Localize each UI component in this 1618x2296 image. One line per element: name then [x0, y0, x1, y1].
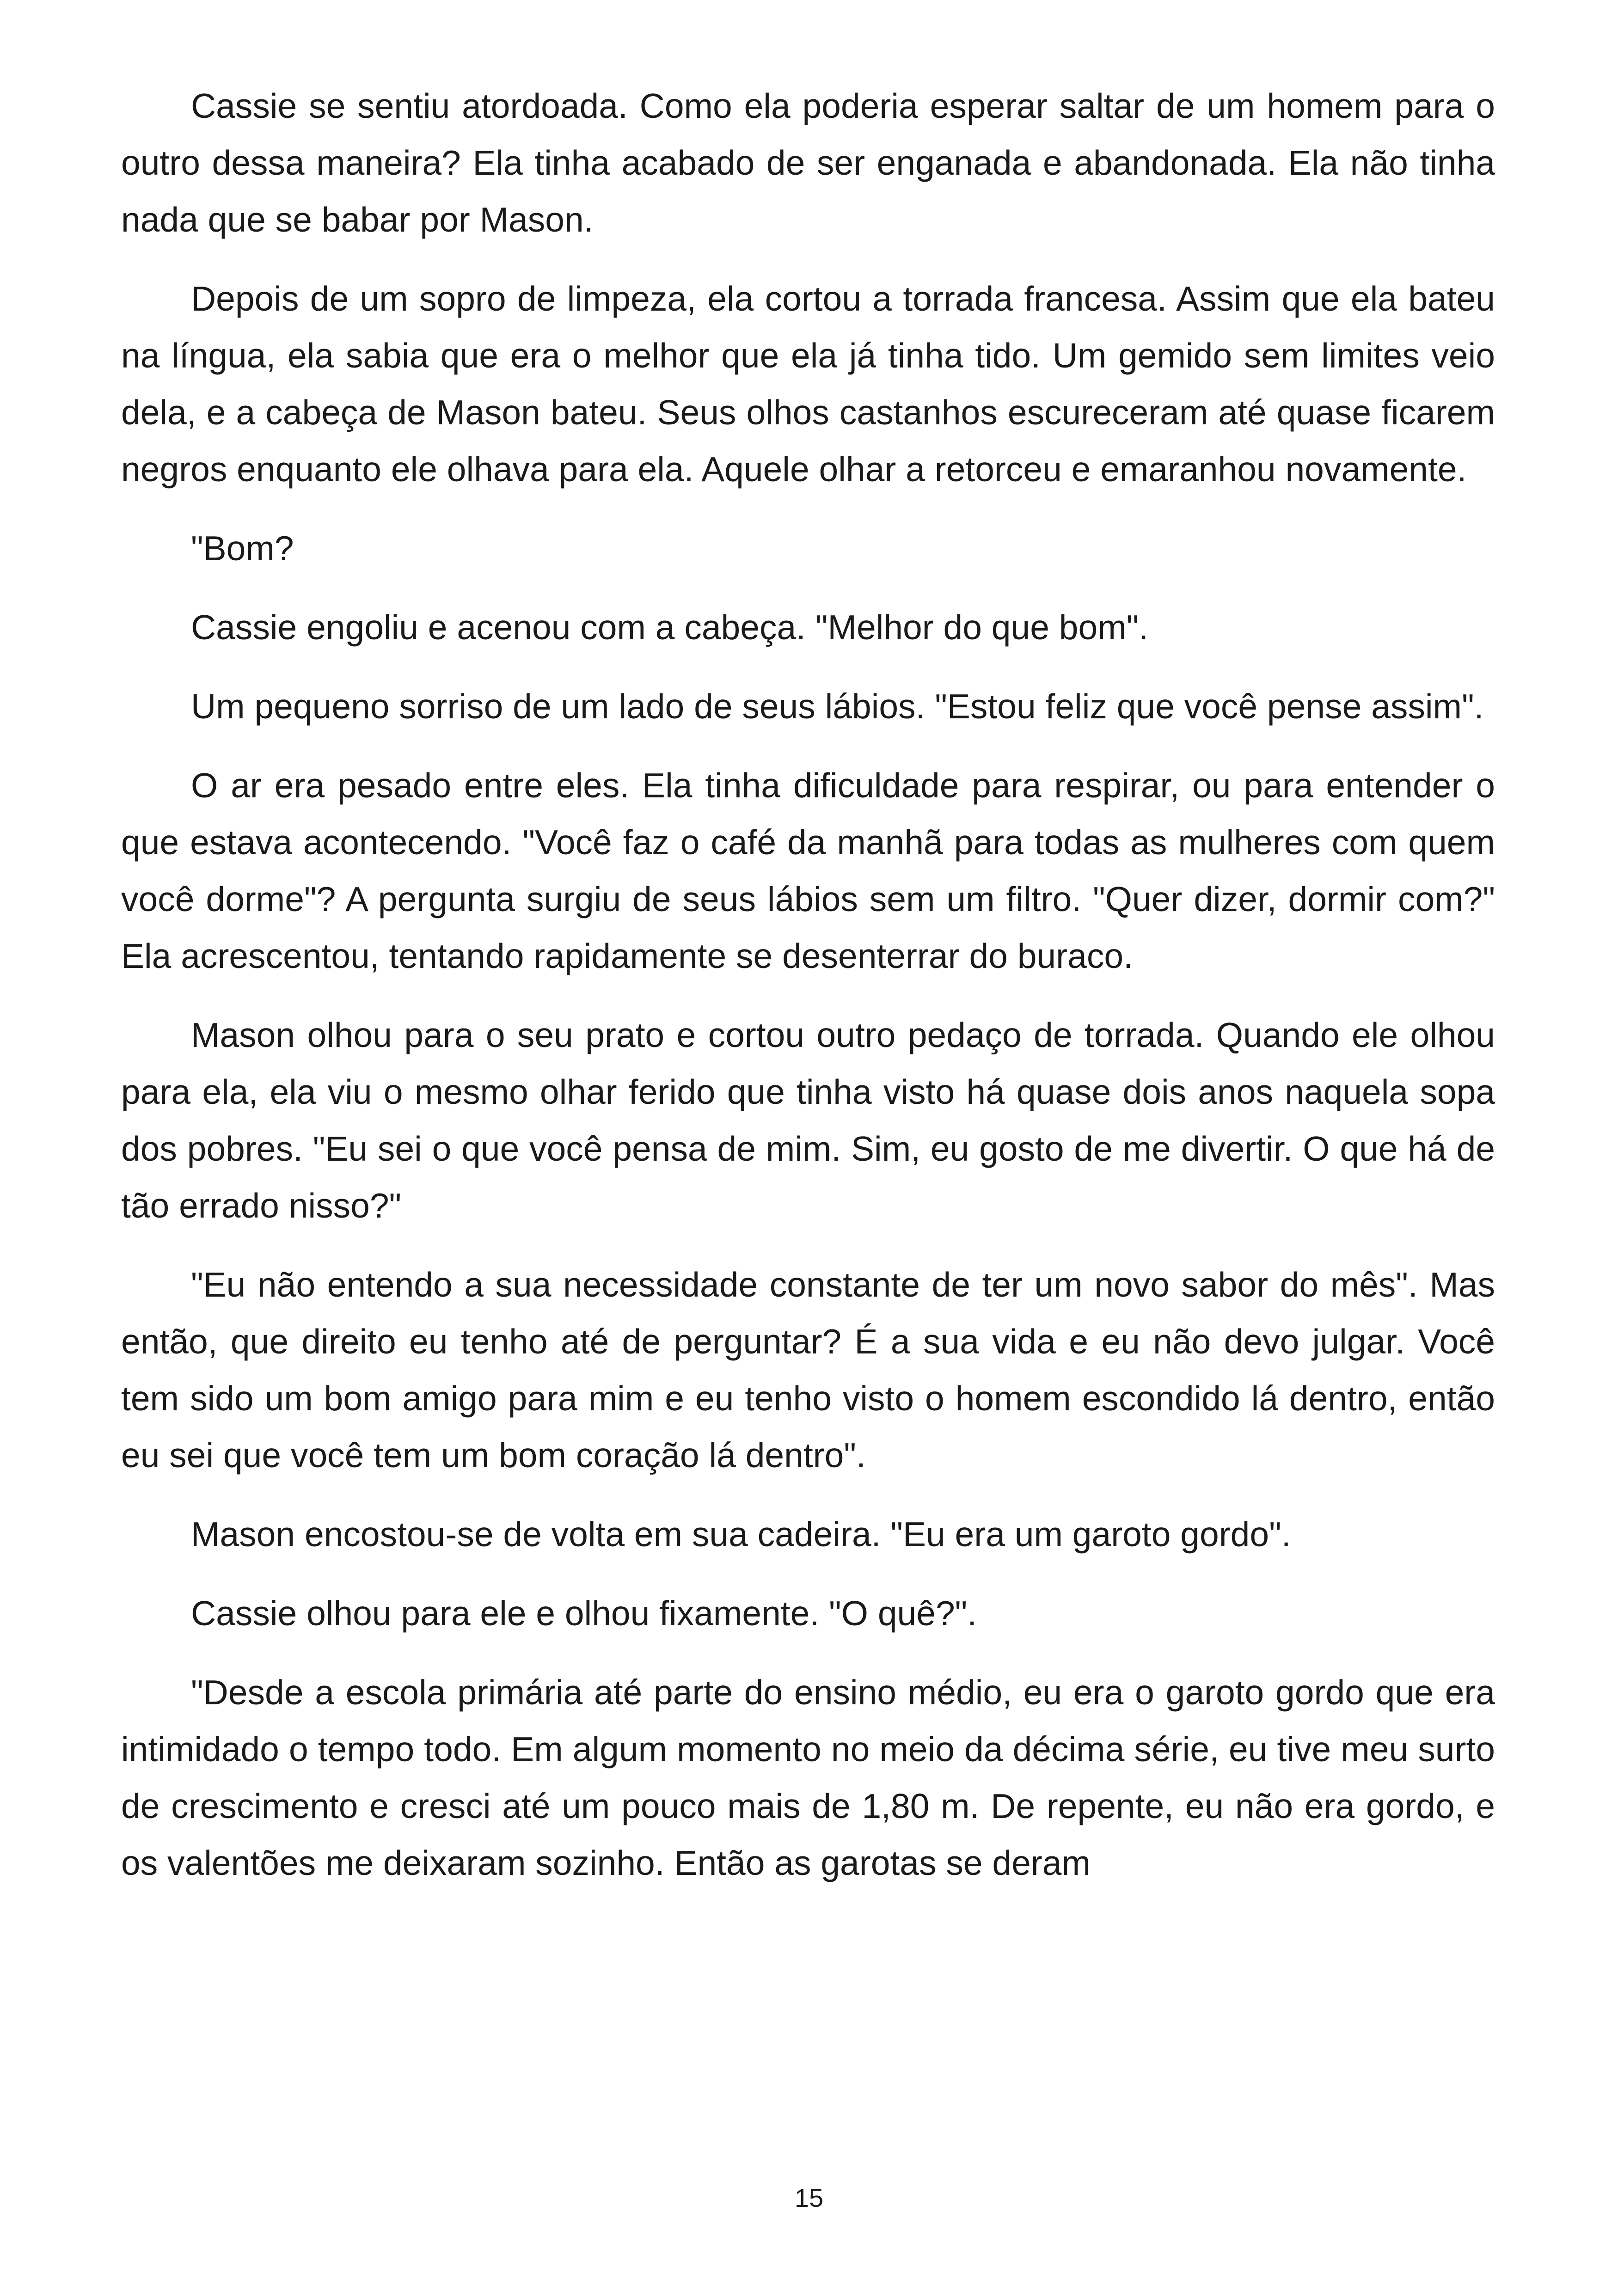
paragraph: Um pequeno sorriso de um lado de seus lábios. "Estou feliz que você pense assim". — [191, 687, 1484, 726]
paragraph: O ar era pesado entre eles. Ela tinha dificuldade para respirar, ou para entender o que estava acontecendo. "Você faz o café da manhã para todas as mulheres com quem você dorme"? A pergunta surgiu de seus lábios sem um filtro. "Quer dizer, dormir com?" Ela acrescentou, tentando rapidamente se desenterrar do buraco. — [121, 766, 1495, 975]
paragraph: "Desde a escola primária até parte do ensino médio, eu era o garoto gordo que era intimidado o tempo todo. Em algum momento no meio da décima série, eu tive meu surto de crescimento e cresci até um pouco mais de 1,80 m. De repente, eu não era gordo, e os valentões me deixaram sozinho. Então as garotas se deram — [121, 1673, 1495, 1882]
paragraph: Cassie se sentiu atordoada. Como ela poderia esperar saltar de um homem para o outro dessa maneira? Ela tinha acabado de ser enganada e abandonada. Ela não tinha nada que se babar por Mason. — [121, 86, 1495, 239]
paragraph: Mason olhou para o seu prato e cortou outro pedaço de torrada. Quando ele olhou para ela, ela viu o mesmo olhar ferido que tinha visto há quase dois anos naquela sopa dos pobres. "Eu sei o que você pensa de mim. Sim, eu gosto de me divertir. O que há de tão errado nisso?" — [121, 1016, 1495, 1225]
paragraph: Depois de um sopro de limpeza, ela cortou a torrada francesa. Assim que ela bateu na língua, ela sabia que era o melhor que ela já tinha tido. Um gemido sem limites veio dela, e a cabeça de Mason bateu. Seus olhos castanhos escureceram até quase ficarem negros enquanto ele olhava para ela. Aquele olhar a retorceu e emaranhou novamente. — [121, 279, 1495, 489]
page-number: 15 — [794, 2183, 824, 2212]
paragraph: "Eu não entendo a sua necessidade constante de ter um novo sabor do mês". Mas então, que direito eu tenho até de perguntar? É a sua vida e eu não devo julgar. Você tem sido um bom amigo para mim e eu tenho visto o homem escondido lá dentro, então eu sei que você tem um bom coração lá dentro". — [121, 1265, 1495, 1475]
paragraph: "Bom? — [191, 529, 294, 568]
paragraph: Cassie olhou para ele e olhou fixamente. "O quê?". — [191, 1594, 977, 1633]
page-body — [121, 78, 1495, 1914]
paragraph: Cassie engoliu e acenou com a cabeça. "Melhor do que bom". — [191, 608, 1149, 647]
paragraph: Mason encostou-se de volta em sua cadeira. "Eu era um garoto gordo". — [191, 1515, 1291, 1554]
